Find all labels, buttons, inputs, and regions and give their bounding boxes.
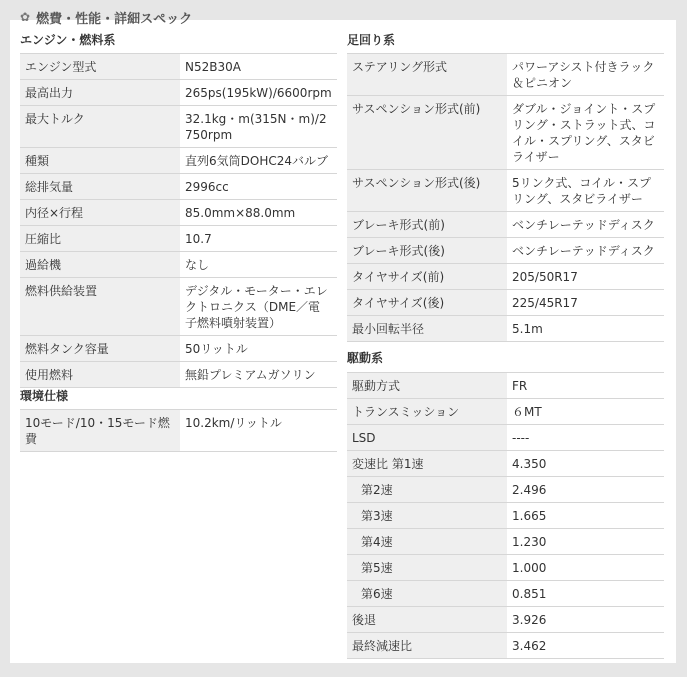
spec-row [20, 106, 337, 148]
spec-value: 1.230 [507, 529, 664, 555]
spec-row [20, 410, 337, 452]
spec-value: 3.926 [507, 607, 664, 633]
spec-value: 10.7 [180, 226, 337, 252]
spec-row [347, 425, 664, 451]
spec-value: パワーアシスト付きラック＆ピニオン [507, 54, 664, 96]
spec-value: FR [507, 373, 664, 399]
spec-label: 圧縮比 [20, 226, 180, 252]
spec-value: 1.665 [507, 503, 664, 529]
environment-spec-table [20, 409, 337, 452]
section-title-suspension: 足回り系 [347, 33, 396, 47]
spec-label: 第6速 [347, 581, 507, 607]
page-header [10, 8, 192, 26]
spec-row [20, 336, 337, 362]
spec-row [347, 503, 664, 529]
spec-value: 2996cc [180, 174, 337, 200]
spec-value: なし [180, 252, 337, 278]
spec-label: 最終減速比 [347, 633, 507, 659]
spec-value: ---- [507, 425, 664, 451]
spec-row [20, 278, 337, 336]
section-title-environment: 環境仕様 [20, 389, 69, 403]
spec-value: ベンチレーテッドディスク [507, 212, 664, 238]
spec-row [347, 290, 664, 316]
spec-label: 第2速 [347, 477, 507, 503]
spec-label: 10モード/10・15モード燃費 [20, 410, 180, 452]
spec-value: 2.496 [507, 477, 664, 503]
spec-row [347, 316, 664, 342]
spec-row [347, 451, 664, 477]
page-title: 燃費・性能・詳細スペック [36, 11, 193, 27]
spec-label: ステアリング形式 [347, 54, 507, 96]
spec-label: 最大トルク [20, 106, 180, 148]
spec-row [20, 362, 337, 388]
spec-row [347, 581, 664, 607]
spec-value: 265ps(195kW)/6600rpm [180, 80, 337, 106]
spec-value: 32.1kg・m(315N・m)/2750rpm [180, 106, 337, 148]
spec-row [347, 555, 664, 581]
spec-value: 205/50R17 [507, 264, 664, 290]
spec-value: 5リンク式、コイル・スプリング、スタビライザー [507, 170, 664, 212]
spec-label: エンジン型式 [20, 54, 180, 80]
spec-row [20, 200, 337, 226]
spec-label: 燃料タンク容量 [20, 336, 180, 362]
spec-row [347, 633, 664, 659]
spec-value: 4.350 [507, 451, 664, 477]
spec-label: 駆動方式 [347, 373, 507, 399]
spec-label: 種類 [20, 148, 180, 174]
spec-label: 第4速 [347, 529, 507, 555]
spec-label: サスペンション形式(後) [347, 170, 507, 212]
spec-label: 総排気量 [20, 174, 180, 200]
spec-label: 使用燃料 [20, 362, 180, 388]
spec-label: 第3速 [347, 503, 507, 529]
spec-value: 50リットル [180, 336, 337, 362]
spec-label: ブレーキ形式(前) [347, 212, 507, 238]
spec-value: 85.0mm×88.0mm [180, 200, 337, 226]
spec-label: 燃料供給装置 [20, 278, 180, 336]
engine-spec-table [20, 53, 337, 388]
spec-row [20, 148, 337, 174]
spec-label: トランスミッション [347, 399, 507, 425]
spec-label: 第5速 [347, 555, 507, 581]
spec-row [347, 96, 664, 170]
spec-row [20, 80, 337, 106]
spec-value: 直列6気筒DOHC24バルブ [180, 148, 337, 174]
section-title-drivetrain: 駆動系 [347, 351, 384, 365]
spec-row [347, 607, 664, 633]
spec-row [347, 212, 664, 238]
spec-label: タイヤサイズ(後) [347, 290, 507, 316]
spec-card [10, 10, 676, 663]
spec-label: サスペンション形式(前) [347, 96, 507, 170]
spec-row [20, 174, 337, 200]
spec-row [347, 373, 664, 399]
spec-row [347, 477, 664, 503]
spec-row [347, 529, 664, 555]
spec-row [347, 238, 664, 264]
spec-row [347, 54, 664, 96]
spec-label: LSD [347, 425, 507, 451]
spec-value: 0.851 [507, 581, 664, 607]
gear-icon: ✿ [20, 10, 31, 24]
spec-value: 5.1m [507, 316, 664, 342]
drivetrain-spec-table [347, 372, 664, 659]
spec-value: 無鉛プレミアムガソリン [180, 362, 337, 388]
spec-value: 10.2km/リットル [180, 410, 337, 452]
spec-row [20, 226, 337, 252]
spec-row [347, 170, 664, 212]
spec-row [347, 264, 664, 290]
spec-value: N52B30A [180, 54, 337, 80]
spec-value: デジタル・モーター・エレクトロニクス（DME／電子燃料噴射装置） [180, 278, 337, 336]
spec-value: ６MT [507, 399, 664, 425]
spec-row [347, 399, 664, 425]
spec-value: 1.000 [507, 555, 664, 581]
spec-value: 3.462 [507, 633, 664, 659]
spec-label: ブレーキ形式(後) [347, 238, 507, 264]
spec-label: 後退 [347, 607, 507, 633]
spec-label: 最高出力 [20, 80, 180, 106]
suspension-spec-table [347, 53, 664, 342]
spec-row [20, 54, 337, 80]
spec-label: 内径×行程 [20, 200, 180, 226]
spec-label: 過給機 [20, 252, 180, 278]
spec-label: 変速比 第1速 [347, 451, 507, 477]
spec-label: 最小回転半径 [347, 316, 507, 342]
spec-value: 225/45R17 [507, 290, 664, 316]
spec-value: ダブル・ジョイント・スプリング・ストラット式、コイル・スプリング、スタビライザー [507, 96, 664, 170]
section-title-engine: エンジン・燃料系 [20, 33, 116, 47]
spec-label: タイヤサイズ(前) [347, 264, 507, 290]
spec-value: ベンチレーテッドディスク [507, 238, 664, 264]
spec-row [20, 252, 337, 278]
